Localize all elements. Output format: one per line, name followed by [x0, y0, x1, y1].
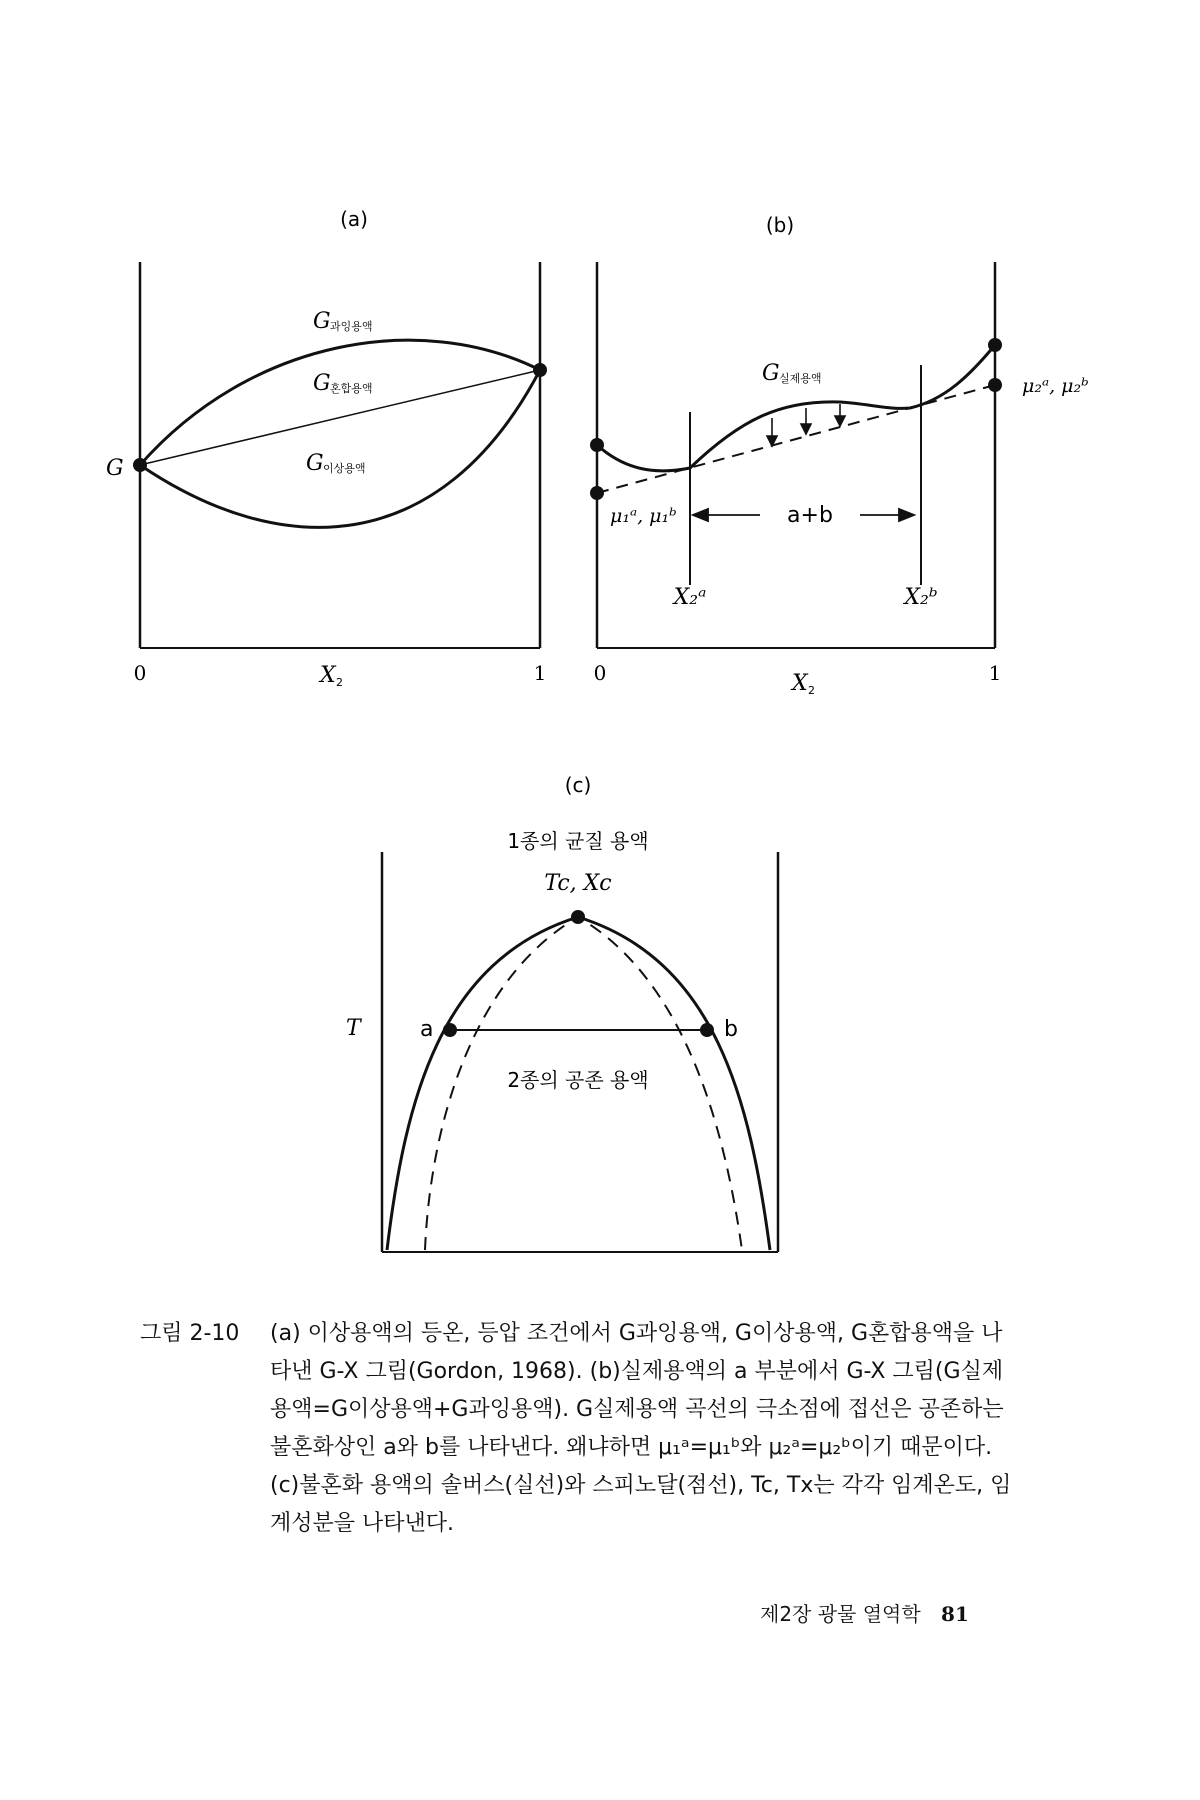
panel-b-x-max: 1: [988, 661, 1002, 685]
mu2-label: μ₂ᵃ, μ₂ᵇ: [1022, 375, 1089, 397]
panel-b-x-min: 0: [593, 661, 607, 685]
caption-text: (a) 이상용액의 등온, 등압 조건에서 G과잉용액, G이상용액, G혼합용액을 나타낸 G-X 그림(Gordon, 1968). (b)실제용액의 a 부분에서 G-X 그림(G실제용액=G이상용액+G과잉용액). G실제용액 곡선의 극소점에 접선은 공존하는 불혼화상인 a와 b를 나타낸다. 왜냐하면 μ₁ᵃ=μ₁ᵇ와 μ₂ᵃ=μ₂ᵇ이기 때문이다. (c)불혼화 용액의 솔버스(실선)와 스피노달(점선), Tc, Tx는 각각 임계온도, 임계성분을 나타낸다.: [270, 1321, 1012, 1536]
homogeneous-solution-label: 1종의 균질 용액: [507, 829, 649, 853]
page-number: 81: [941, 1602, 969, 1626]
svg-text:G: G: [306, 451, 324, 476]
panel-a-left-point: [133, 458, 147, 472]
panel-a-x-label: [318, 663, 343, 689]
svg-text:이상용액: 이상용액: [323, 462, 366, 475]
panel-b-left-lower-point: [590, 486, 604, 500]
panel-a: [106, 207, 547, 689]
panel-c: [346, 773, 778, 1252]
point-a: [443, 1023, 457, 1037]
panel-a-x-max: 1: [533, 661, 547, 685]
svg-text:X: X: [320, 663, 336, 688]
panel-b-right-upper-point: [988, 338, 1002, 352]
label-real-solution: [762, 361, 822, 386]
label-excess-solution: [313, 309, 373, 334]
common-tangent: [597, 385, 995, 493]
panel-b-right-lower-point: [988, 378, 1002, 392]
caption-label: 그림 2-10: [140, 1321, 240, 1346]
svg-text:2: 2: [336, 676, 343, 689]
region-label: a+b: [787, 503, 833, 528]
svg-text:G: G: [313, 309, 331, 334]
chapter-title: 제2장 광물 열역학: [760, 1602, 921, 1626]
panel-b-left-upper-point: [590, 438, 604, 452]
label-mixing-solution: [313, 371, 373, 396]
x2a-label: X₂ᵃ: [673, 585, 707, 610]
svg-text:실제용액: 실제용액: [779, 372, 822, 385]
point-b: [700, 1023, 714, 1037]
svg-text:G: G: [762, 361, 780, 386]
svg-text:X: X: [792, 671, 808, 696]
point-a-label: a: [420, 1017, 434, 1042]
panel-a-y-label: G: [106, 456, 124, 481]
critical-point: [571, 910, 585, 924]
panel-a-x-min: 0: [133, 661, 147, 685]
point-b-label: b: [724, 1017, 738, 1042]
panel-b: [590, 213, 1089, 697]
critical-point-label: Tc, Xc: [544, 871, 612, 896]
coexisting-solution-label: 2종의 공존 용액: [507, 1068, 649, 1092]
panel-a-right-point: [533, 363, 547, 377]
panel-a-label: (a): [340, 207, 368, 231]
svg-text:혼합용액: 혼합용액: [330, 382, 373, 395]
figure-caption: [140, 1315, 1020, 1543]
curve-real-solution: [597, 345, 995, 471]
panel-c-y-label: T: [346, 1016, 361, 1041]
panel-b-label: (b): [765, 213, 795, 237]
svg-text:2: 2: [808, 684, 815, 697]
curve-excess-solution: [140, 340, 540, 465]
x2b-label: X₂ᵇ: [904, 585, 938, 610]
page-footer: [760, 1598, 969, 1627]
mu1-label: μ₁ᵃ, μ₁ᵇ: [610, 505, 677, 527]
svg-text:G: G: [313, 371, 331, 396]
label-ideal-solution: [306, 451, 366, 476]
panel-b-x-label: [790, 671, 815, 697]
svg-text:과잉용액: 과잉용액: [330, 320, 373, 333]
panel-c-label: (c): [564, 773, 592, 797]
